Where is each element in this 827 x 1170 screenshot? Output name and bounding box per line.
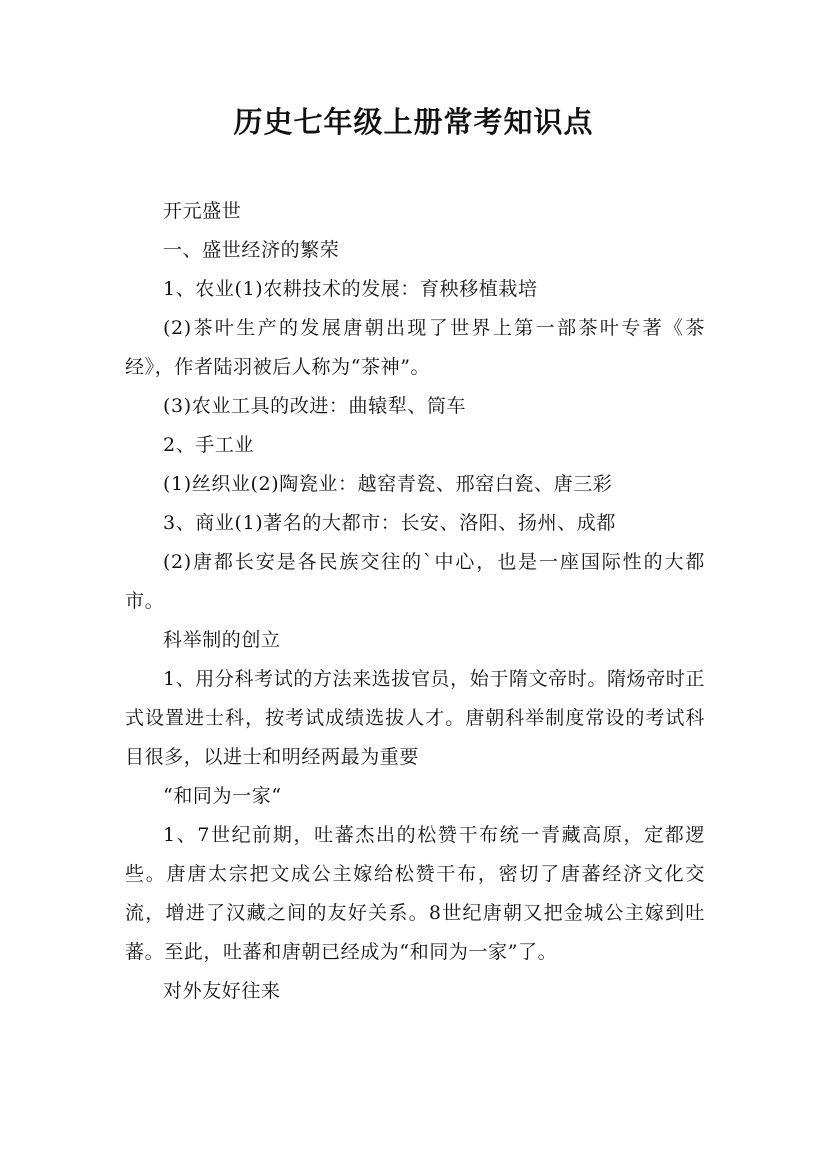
paragraph: 1、7世纪前期，吐蕃杰出的松赞干布统一青藏高原，定都逻些。唐唐太宗把文成公主嫁给松赞干布，密切了唐蕃经济文化交流，增进了汉藏之间的友好关系。8世纪唐朝又把金城公主嫁到吐蕃。至此，吐蕃和唐朝已经成为“和同为一家”了。: [125, 824, 705, 963]
paragraph: 1、农业(1)农耕技术的发展：育秧移植栽培: [163, 278, 538, 300]
section-heading: 科举制的创立: [163, 629, 281, 651]
paragraph: (2)唐都长安是各民族交往的`中心，也是一座国际性的大都市。: [125, 551, 705, 612]
paragraph: (1)丝织业(2)陶瓷业：越窑青瓷、邢窑白瓷、唐三彩: [163, 473, 613, 495]
paragraph: 1、用分科考试的方法来选拔官员，始于隋文帝时。隋炀帝时正式设置进士科，按考试成绩选拔人才。唐朝科举制度常设的考试科目很多，以进士和明经两最为重要: [125, 668, 705, 768]
paragraph: 3、商业(1)著名的大都市：长安、洛阳、扬州、成都: [163, 512, 617, 534]
document-title: 历史七年级上册常考知识点: [233, 105, 594, 139]
paragraph: (3)农业工具的改进：曲辕犁、筒车: [163, 395, 467, 417]
section-heading: “和同为一家“: [163, 785, 282, 807]
document-body: [125, 192, 705, 1011]
paragraph: (2)茶叶生产的发展唐朝出现了世界上第一部茶叶专著《茶经》，作者陆羽被后人称为“茶神”。: [125, 317, 705, 378]
paragraph: 2、手工业: [163, 434, 255, 456]
subsection-heading: 一、盛世经济的繁荣: [163, 239, 340, 261]
section-heading: 开元盛世: [163, 200, 242, 222]
section-heading: 对外友好往来: [163, 980, 281, 1002]
